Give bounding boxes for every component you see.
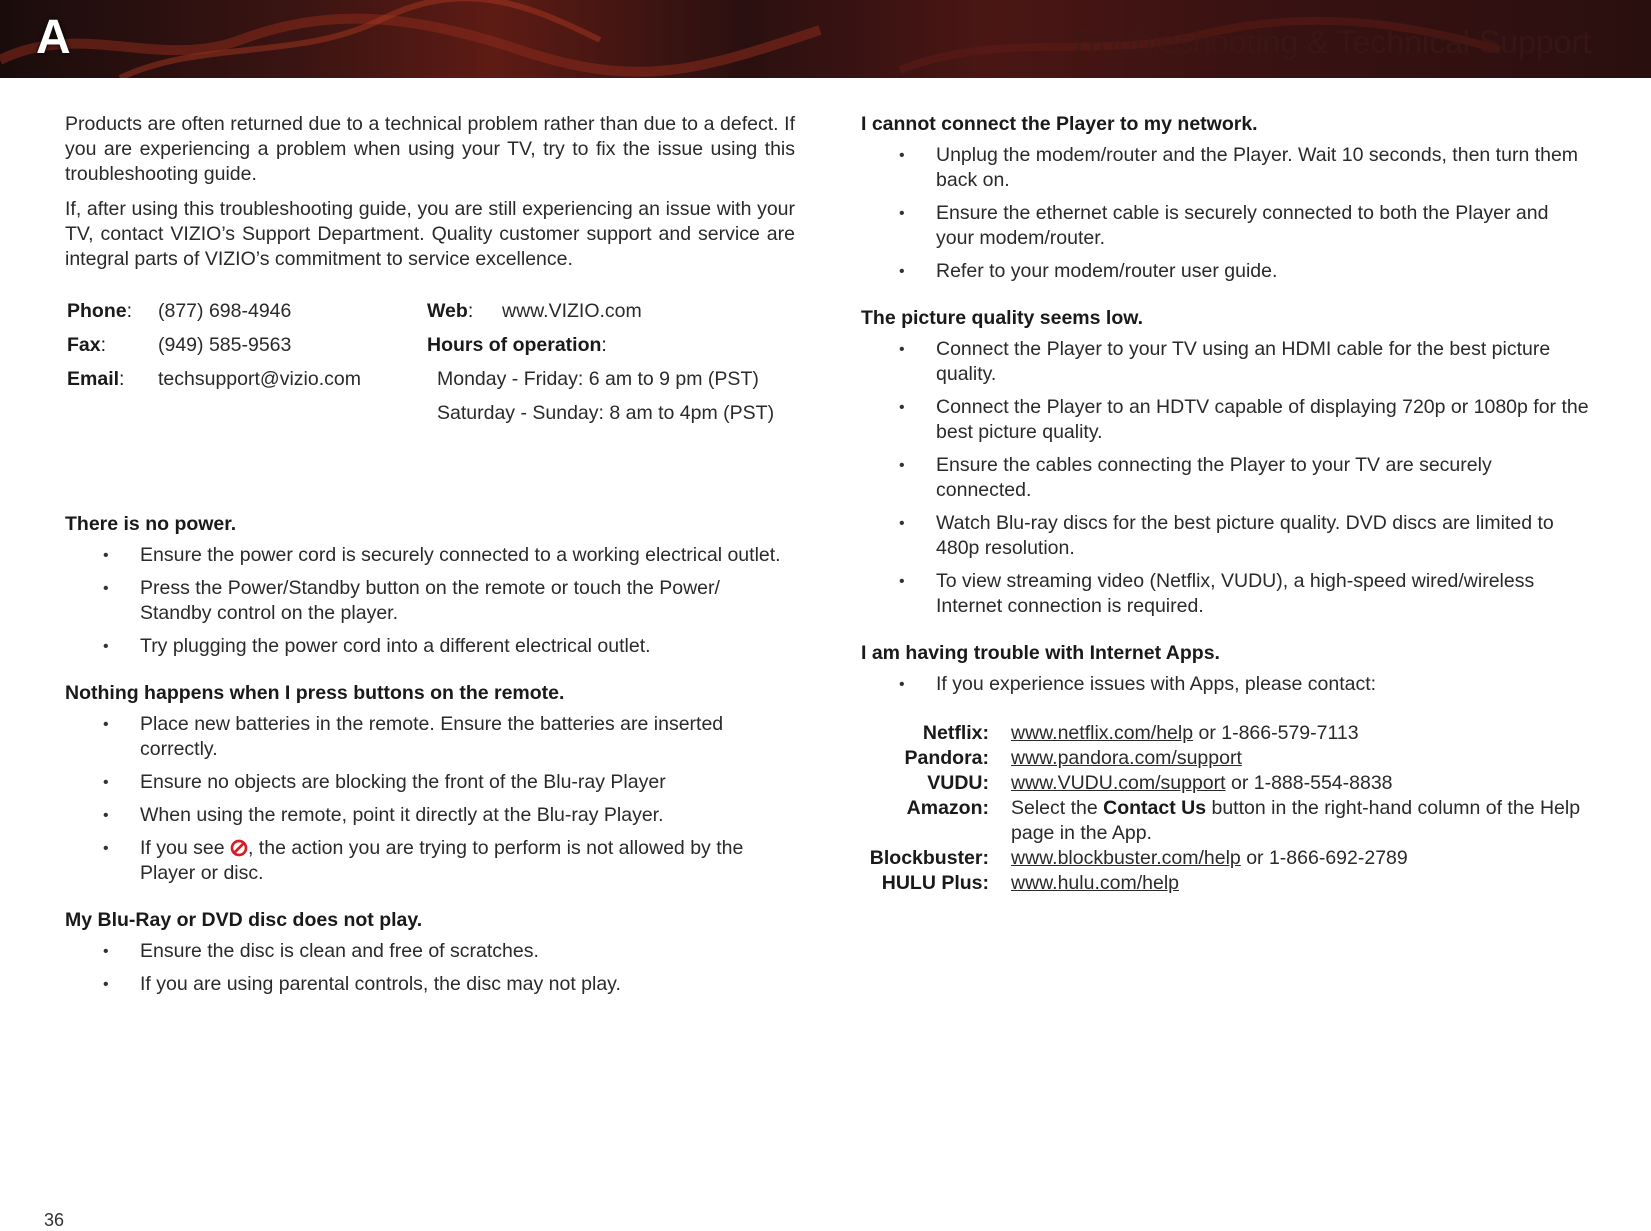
list-item: • When using the remote, point it directly at the Blu-ray Player. (103, 804, 664, 826)
app-name: HULU Plus: (881, 872, 989, 894)
phone-value: (877) 698-4946 (158, 300, 292, 322)
app-name: VUDU: (927, 772, 989, 794)
section-title: I am having trouble with Internet Apps. (861, 642, 1220, 664)
list-item: • Try plugging the power cord into a different electrical outlet. (103, 635, 651, 657)
list-item: • Watch Blu-ray discs for the best picture quality. DVD discs are limited to 480p resolution. (899, 512, 1554, 559)
section-no-power (65, 512, 795, 659)
list-item: • Connect the Player to an HDTV capable of displaying 720p or 1080p for the best picture quality. (899, 396, 1589, 443)
list-item: • To view streaming video (Netflix, VUDU), a high-speed wired/wireless Internet connection is required. (899, 570, 1535, 617)
section-title: I cannot connect the Player to my network. (861, 113, 1258, 135)
contact-info (65, 292, 795, 492)
page-number: 36 (44, 1210, 65, 1230)
section-title: Nothing happens when I press buttons on the remote. (65, 682, 565, 704)
email-label: Email: (67, 368, 125, 390)
hours-weekday: Monday - Friday: 6 am to 9 pm (PST) (437, 368, 759, 390)
pandora-link[interactable]: www.pandora.com/support (1011, 747, 1242, 769)
bullet-list (861, 337, 1591, 619)
list-item: • If you see , the action you are trying to perform is not allowed by the Player or disc. (103, 837, 744, 884)
app-row-amazon (861, 796, 1591, 846)
section-apps (861, 641, 1591, 896)
left-column (65, 112, 795, 1019)
list-item: • If you experience issues with Apps, please contact: (899, 673, 1377, 695)
intro-paragraph-2: If, after using this troubleshooting guide, you are still experiencing an issue with your TV, contact VIZIO’s Support Department. Quality customer support and service are integral parts of VIZIO’s commitment to service excellence. (65, 198, 795, 270)
app-row-pandora (861, 746, 1591, 771)
section-disc (65, 908, 795, 997)
netflix-link[interactable]: www.netflix.com/help (1011, 722, 1194, 744)
bullet-list (861, 672, 1591, 697)
chapter-banner (0, 0, 1651, 78)
hours-label: Hours of operation: (427, 334, 607, 356)
bullet-list (861, 143, 1591, 284)
section-remote (65, 681, 795, 886)
right-column (861, 112, 1591, 918)
chapter-letter: A (36, 11, 72, 64)
section-picture (861, 306, 1591, 619)
amazon-instructions: Select the Contact Us button in the right-hand column of the Help page in the App. (1011, 797, 1581, 844)
app-row-netflix: Netflix: www.netflix.com/help or 1-866-579-7113 (861, 721, 1591, 746)
hulu-link[interactable]: www.hulu.com/help (1011, 872, 1179, 894)
list-item: • Ensure the cables connecting the Player to your TV are securely connected. (899, 454, 1492, 501)
section-title: The picture quality seems low. (861, 307, 1144, 329)
section-title: My Blu-Ray or DVD disc does not play. (65, 909, 423, 931)
list-item: • Ensure the disc is clean and free of scratches. (103, 940, 539, 962)
list-item: • Place new batteries in the remote. Ensure the batteries are inserted correctly. (103, 713, 724, 760)
fax-label: Fax: (67, 334, 107, 356)
section-title: There is no power. (65, 513, 237, 535)
list-item: • Press the Power/Standby button on the remote or touch the Power/ Standby control on the player. (103, 577, 720, 624)
list-item: • Ensure the power cord is securely connected to a working electrical outlet. (103, 544, 781, 566)
phone-label: Phone: (67, 300, 133, 322)
hours-weekend: Saturday - Sunday: 8 am to 4pm (PST) (437, 402, 775, 424)
list-item: • Ensure no objects are blocking the front of the Blu-ray Player (103, 771, 666, 793)
list-item: • Refer to your modem/router user guide. (899, 260, 1278, 282)
web-label: Web: (427, 300, 474, 322)
email-value: techsupport@vizio.com (158, 368, 361, 390)
chapter-title: Troubleshooting & Technical Support (1069, 24, 1591, 60)
list-item: • If you are using parental controls, the disc may not play. (103, 973, 621, 995)
list-item: • Connect the Player to your TV using an HDMI cable for the best picture quality. (899, 338, 1551, 385)
app-name: Pandora: (904, 747, 989, 769)
bullet-list (65, 939, 795, 997)
section-network (861, 112, 1591, 284)
list-item: • Ensure the ethernet cable is securely connected to both the Player and your modem/router. (899, 202, 1549, 249)
list-item: • Unplug the modem/router and the Player. Wait 10 seconds, then turn them back on. (899, 144, 1579, 191)
app-row-hulu (861, 871, 1591, 896)
bullet-list (65, 543, 795, 659)
web-value: www.VIZIO.com (502, 300, 642, 322)
app-name: Blockbuster: (869, 847, 989, 869)
intro-paragraph-1: Products are often returned due to a technical problem rather than due to a defect. If you are experiencing a problem when using your TV, try to fix the issue using this troubleshooting guide. (65, 113, 795, 185)
bullet-list (65, 712, 795, 886)
app-row-vudu: VUDU: www.VUDU.com/support or 1-888-554-8838 (861, 771, 1591, 796)
blockbuster-link[interactable]: www.blockbuster.com/help (1011, 847, 1241, 869)
app-name: Netflix: (922, 722, 989, 744)
app-row-blockbuster: Blockbuster: www.blockbuster.com/help or 1-866-692-2789 (861, 846, 1591, 871)
vudu-link[interactable]: www.VUDU.com/support (1011, 772, 1226, 794)
app-name: Amazon: (906, 797, 989, 819)
fax-value: (949) 585-9563 (158, 334, 292, 356)
app-contacts (861, 721, 1591, 896)
not-allowed-icon (230, 839, 248, 857)
